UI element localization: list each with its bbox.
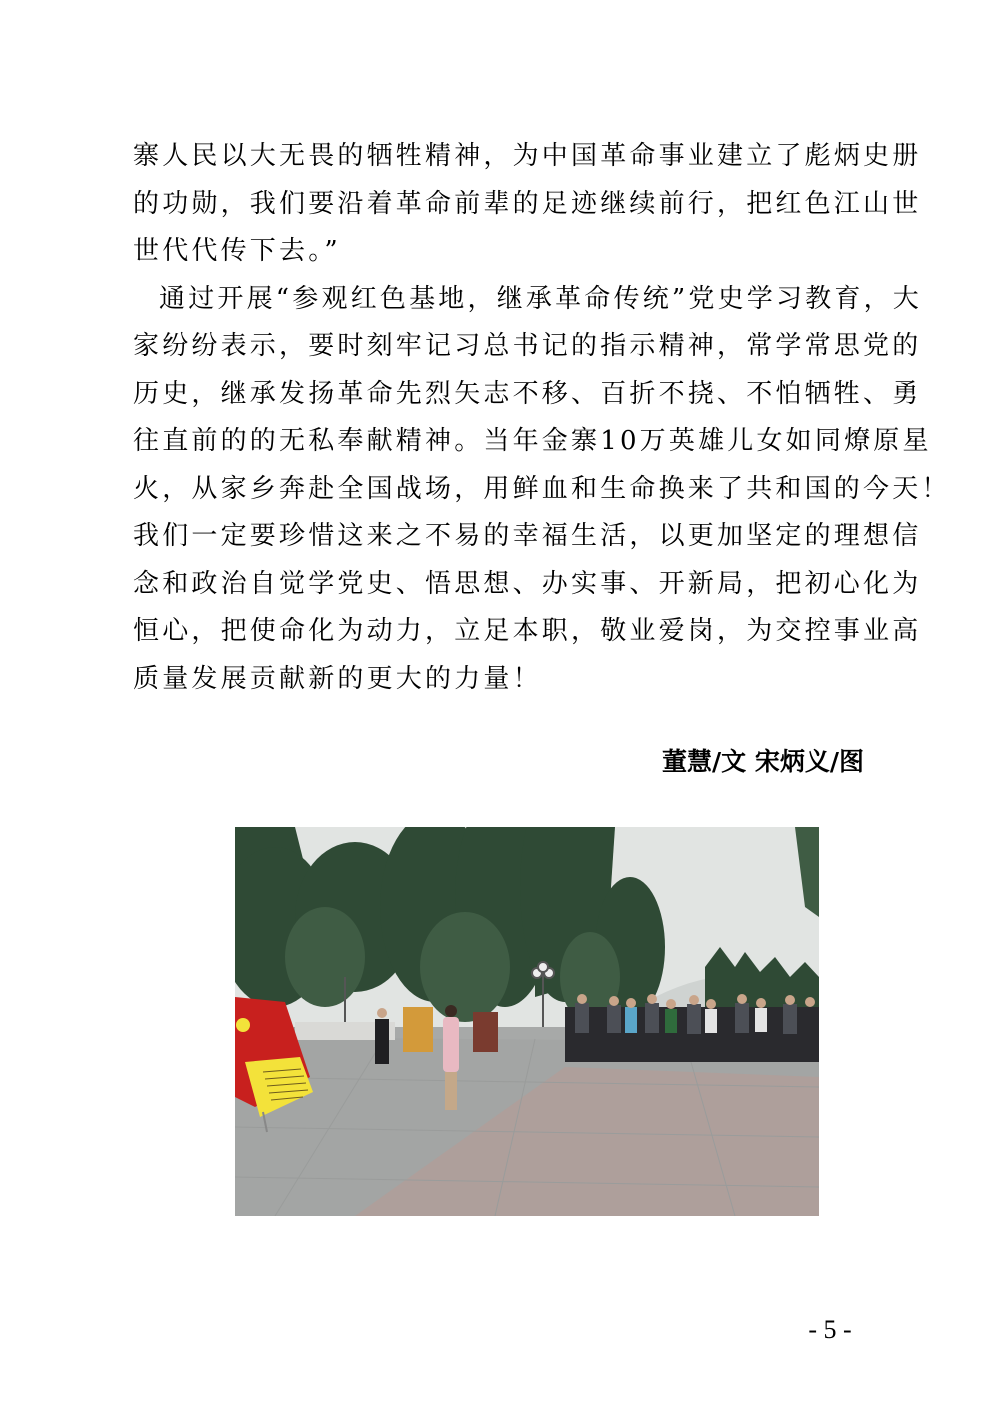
- text-line: 念和政治自觉学党史、悟思想、办实事、开新局，把初心化为: [133, 568, 922, 599]
- text-line: 家纷纷表示，要时刻牢记习总书记的指示精神，常学常思党的: [133, 331, 922, 361]
- text-line: 寨人民以大无畏的牺牲精神，为中国革命事业建立了彪炳史册: [133, 141, 922, 171]
- text-line: 通过开展“参观红色基地，继承革命传统”党史学习教育，大: [159, 283, 922, 314]
- page-number: - 5 -: [808, 1315, 852, 1344]
- text-line: 往直前的的无私奉献精神。当年金寨10万英雄儿女如同燎原星: [133, 426, 932, 456]
- text-line: 历史，继承发扬革命先烈矢志不移、百折不挠、不怕牺牲、勇: [133, 378, 922, 409]
- text-line: 我们一定要珍惜这来之不易的幸福生活，以更加坚定的理想信: [133, 521, 922, 551]
- text-line: 的功勋，我们要沿着革命前辈的足迹继续前行，把红色江山世: [133, 188, 922, 219]
- event-photo: [235, 827, 819, 1216]
- article-body: [133, 133, 951, 703]
- text-line: 世代代传下去。”: [133, 236, 341, 266]
- text-line: 质量发展贡献新的更大的力量！: [133, 663, 542, 694]
- author-byline: 董慧/文 宋炳义/图: [662, 747, 864, 776]
- text-line: 恒心，把使命化为动力，立足本职，敬业爱岗，为交控事业高: [133, 616, 922, 646]
- text-line: 火，从家乡奔赴全国战场，用鲜血和生命换来了共和国的今天！: [133, 473, 951, 504]
